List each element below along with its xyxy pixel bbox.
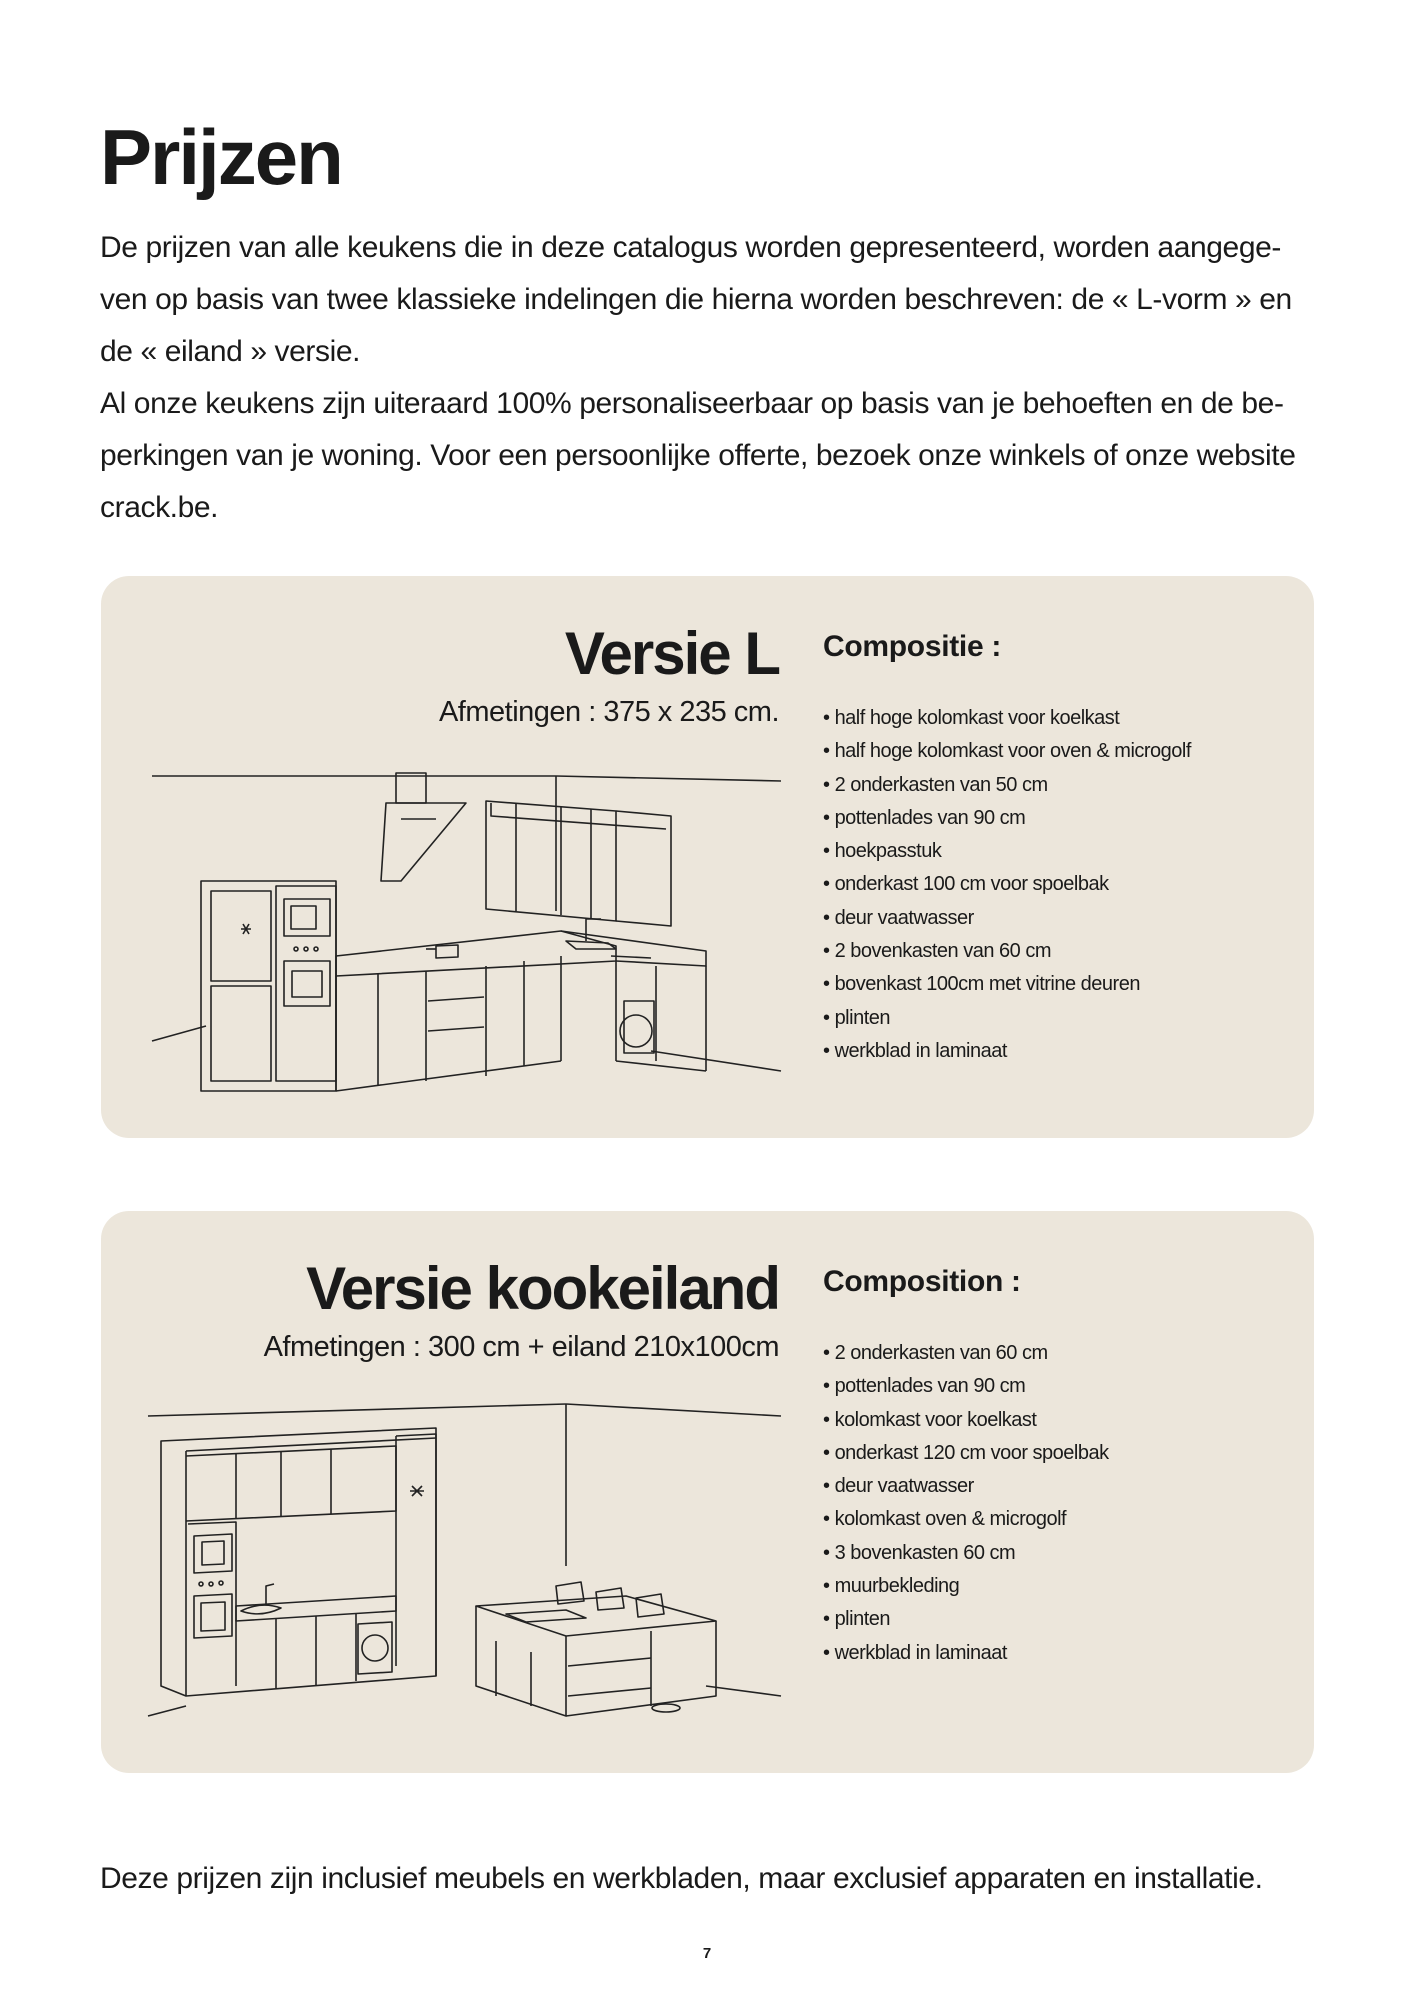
version-island-title: Versie kookeiland — [306, 1255, 779, 1322]
list-item: • deur vaatwasser — [823, 902, 1191, 935]
footer-note: Deze prijzen zijn inclusief meubels en werkbladen, maar exclusief apparaten en installatie. — [100, 1862, 1263, 1895]
version-l-dimensions: Afmetingen : 375 x 235 cm. — [438, 696, 779, 728]
list-item: • werkblad in laminaat — [823, 1637, 1109, 1670]
page-number: 7 — [702, 1945, 712, 1962]
list-item: • muurbekleding — [823, 1570, 1109, 1603]
island-kitchen-illustration — [146, 1396, 786, 1746]
list-item: • half hoge kolomkast voor koelkast — [823, 702, 1191, 735]
page-title: Prijzen — [100, 113, 342, 201]
version-island-panel — [101, 1211, 1314, 1773]
version-l-composition-title: Compositie : — [823, 630, 1002, 663]
list-item: • werkblad in laminaat — [823, 1035, 1191, 1068]
list-item: • bovenkast 100cm met vitrine deuren — [823, 968, 1191, 1001]
intro-paragraph-2: Al onze keukens zijn uiteraard 100% personaliseerbaar op basis van je behoeften en de be-perkingen van je woning. Voor een persoonlijke offerte, bezoek onze winkels of onze website crack.be. — [100, 387, 1296, 524]
intro-text — [100, 222, 1315, 534]
list-item: • pottenlades van 90 cm — [823, 802, 1191, 835]
version-island-composition-list — [823, 1337, 1109, 1670]
list-item: • half hoge kolomkast voor oven & microgolf — [823, 735, 1191, 768]
list-item: • kolomkast voor koelkast — [823, 1404, 1109, 1437]
list-item: • onderkast 120 cm voor spoelbak — [823, 1437, 1109, 1470]
intro-paragraph-1: De prijzen van alle keukens die in deze catalogus worden gepresenteerd, worden aangege-ven op basis van twee klassieke indelingen die hierna worden beschreven: de « L-vorm » en de « eiland » versie. — [100, 231, 1292, 368]
list-item: • hoekpasstuk — [823, 835, 1191, 868]
list-item: • plinten — [823, 1603, 1109, 1636]
list-item: • kolomkast oven & microgolf — [823, 1503, 1109, 1536]
list-item: • 2 bovenkasten van 60 cm — [823, 935, 1191, 968]
version-l-composition-list — [823, 702, 1191, 1068]
l-kitchen-illustration — [146, 761, 786, 1111]
version-island-composition-title: Composition : — [823, 1265, 1021, 1298]
list-item: • pottenlades van 90 cm — [823, 1370, 1109, 1403]
version-l-panel — [101, 576, 1314, 1138]
list-item: • 2 onderkasten van 50 cm — [823, 769, 1191, 802]
list-item: • plinten — [823, 1002, 1191, 1035]
version-island-dimensions: Afmetingen : 300 cm + eiland 210x100cm — [263, 1331, 779, 1363]
list-item: • onderkast 100 cm voor spoelbak — [823, 868, 1191, 901]
version-l-title: Versie L — [564, 620, 779, 687]
list-item: • 2 onderkasten van 60 cm — [823, 1337, 1109, 1370]
list-item: • deur vaatwasser — [823, 1470, 1109, 1503]
list-item: • 3 bovenkasten 60 cm — [823, 1537, 1109, 1570]
